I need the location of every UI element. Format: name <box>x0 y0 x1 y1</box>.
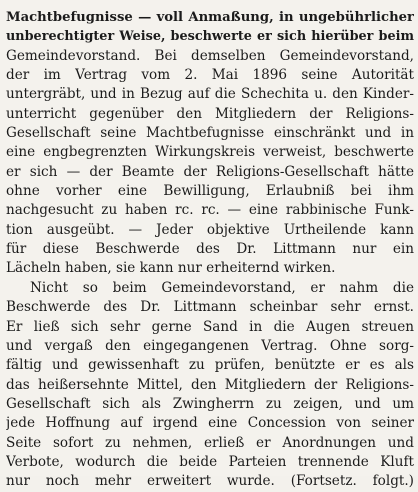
text-line: unterricht gegenüber den Mitgliedern der Religions- <box>6 105 414 122</box>
text-line: ohne vorher eine Bewilligung, Erlaubniß bei ihm <box>6 183 414 200</box>
text-line: Verbote, wodurch die beide Parteien trennende Kluft <box>6 453 414 470</box>
text-line: fältig und gewissenhaft zu prüfen, benützte er es als <box>6 357 414 374</box>
text-line: Gesellschaft sich als Zwingherrn zu zeigen, und um <box>6 395 414 412</box>
text-line: Gesellschaft seine Machtbefugnisse einschränkt und in <box>6 125 414 142</box>
text-line: der im Vertrag vom 2. Mai 1896 seine Autorität <box>6 67 414 84</box>
text-line: für diese Beschwerde des Dr. Littmann nur ein <box>6 241 414 258</box>
text-line: jede Hoffnung auf irgend eine Concession von seiner <box>6 415 414 432</box>
text-line: Gemeindevorstand. Bei demselben Gemeindevorstand, <box>6 47 414 64</box>
text-line: eine engbegrenzten Wirkungskreis verweist, beschwerte <box>6 144 414 161</box>
text-line: das heißersehnte Mittel, den Mitgliedern der Religions- <box>6 376 414 393</box>
text-line: Nicht so beim Gemeindevorstand, er nahm die <box>30 279 414 296</box>
article-body <box>6 8 414 492</box>
text-line: Machtbefugnisse — voll Anmaßung, in ungebührlicher <box>6 10 414 25</box>
text-line: Beschwerde des Dr. Littmann scheinbar sehr ernst. <box>6 299 414 316</box>
text-line: Er ließ sich sehr gerne Sand in die Augen streuen <box>6 318 414 335</box>
text-line: er sich — der Beamte der Religions-Gesellschaft hätte <box>6 163 414 180</box>
text-line: und vergaß den eingegangenen Vertrag. Ohne sorg- <box>6 337 414 354</box>
text-line: Lächeln haben, sie kann nur erheiternd wirken. <box>6 260 336 277</box>
text-line: unberechtigter Weise, beschwerte er sich hierüber beim <box>6 29 414 45</box>
text-line: nachgesucht zu haben rc. rc. — eine rabbinische Funk- <box>6 202 414 219</box>
text-line: Seite sofort zu nehmen, erließ er Anordnungen und <box>6 434 414 451</box>
text-line: tion ausgeübt. — Jeder objektive Urtheilende kann <box>6 221 414 238</box>
text-line: nur noch mehr erweitert wurde. (Fortsetz. folgt.) <box>6 473 414 490</box>
text-line: untergräbt, und in Bezug auf die Schechita u. den Kinder- <box>6 86 414 103</box>
